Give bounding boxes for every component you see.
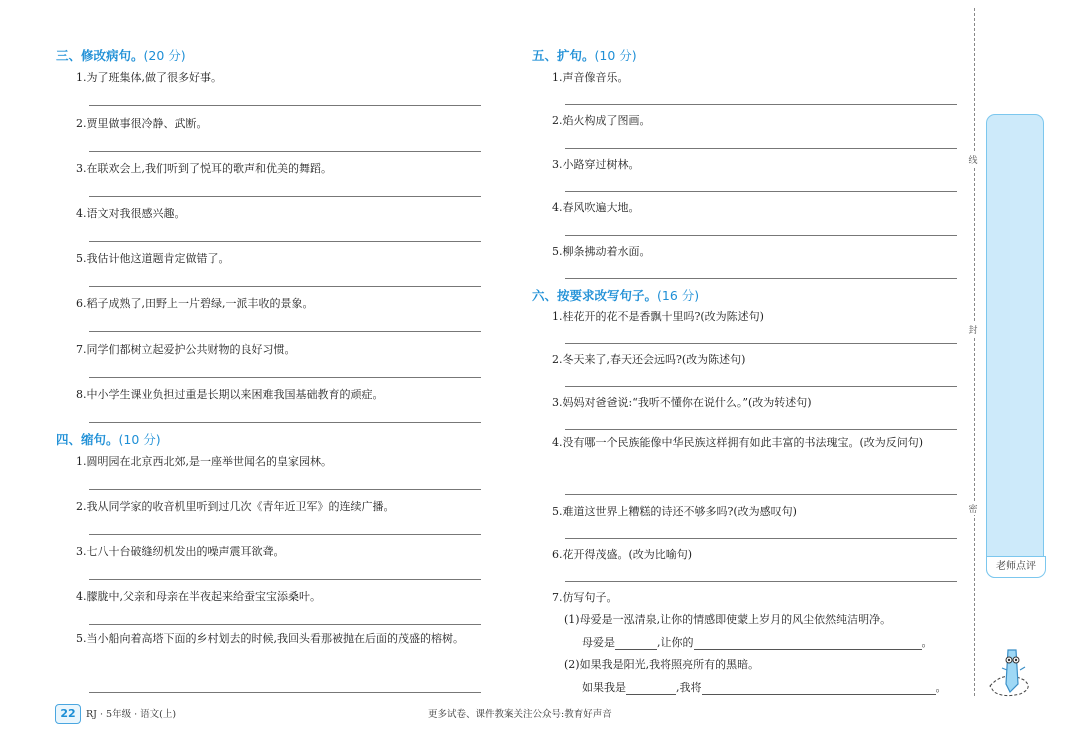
q6-5: 5.难道这世界上糟糕的诗还不够多吗?(改为感叹句) xyxy=(552,505,797,518)
fill-row-1: 母爱是 ,让你的 。 xyxy=(582,636,933,649)
answer-line[interactable] xyxy=(89,286,481,287)
section-5-heading: 五、扩句。(10 分) xyxy=(532,48,637,63)
answer-line[interactable] xyxy=(89,422,481,423)
answer-line[interactable] xyxy=(565,148,957,149)
answer-line[interactable] xyxy=(89,692,481,693)
answer-line[interactable] xyxy=(565,494,957,495)
q3-7: 7.同学们都树立起爱护公共财物的良好习惯。 xyxy=(76,343,296,356)
blank[interactable] xyxy=(694,637,922,650)
book-label: RJ · 5年级 · 语文(上) xyxy=(86,709,177,720)
answer-line[interactable] xyxy=(89,241,481,242)
blank[interactable] xyxy=(702,682,936,695)
blank[interactable] xyxy=(615,637,657,650)
answer-line[interactable] xyxy=(565,538,957,539)
cut-line xyxy=(974,8,975,696)
q6-7: 7.仿写句子。 xyxy=(552,591,618,604)
section-3-heading: 三、修改病句。(20 分) xyxy=(56,48,186,63)
q6-1: 1.桂花开的花不是香飘十里吗?(改为陈述句) xyxy=(552,310,764,323)
answer-line[interactable] xyxy=(565,191,957,192)
teacher-comment-panel[interactable] xyxy=(986,114,1044,578)
q6-3: 3.妈妈对爸爸说:“我听不懂你在说什么。”(改为转述句) xyxy=(552,396,812,409)
answer-line[interactable] xyxy=(565,104,957,105)
q3-2: 2.贾里做事很冷静、武断。 xyxy=(76,117,208,130)
cut-label-feng: 封 xyxy=(966,323,980,336)
q4-4: 4.朦胧中,父亲和母亲在半夜起来给蚕宝宝添桑叶。 xyxy=(76,590,321,603)
answer-line[interactable] xyxy=(89,534,481,535)
footer-note: 更多试卷、课件教案关注公众号:教育好声音 xyxy=(428,709,612,720)
q4-3: 3.七八十台破缝纫机发出的噪声震耳欲聋。 xyxy=(76,545,285,558)
cut-label-xian: 线 xyxy=(966,153,980,166)
answer-line[interactable] xyxy=(89,331,481,332)
q3-5: 5.我估计他这道题肯定做错了。 xyxy=(76,252,230,265)
blank[interactable] xyxy=(626,682,676,695)
section-4-heading: 四、缩句。(10 分) xyxy=(56,432,161,447)
q4-1: 1.圆明园在北京西北郊,是一座举世闻名的皇家园林。 xyxy=(76,455,332,468)
q4-5: 5.当小船向着高塔下面的乡村划去的时候,我回头看那被抛在后面的茂盛的榕树。 xyxy=(76,632,464,645)
q5-2: 2.焰火构成了图画。 xyxy=(552,114,651,127)
q6-7-sub1: (1)母爱是一泓清泉,让你的情感即使蒙上岁月的风尘依然纯洁明净。 xyxy=(564,613,892,626)
answer-line[interactable] xyxy=(565,278,957,279)
q5-3: 3.小路穿过树林。 xyxy=(552,158,640,171)
answer-line[interactable] xyxy=(565,343,957,344)
q6-4: 4.没有哪一个民族能像中华民族这样拥有如此丰富的书法瑰宝。(改为反问句) xyxy=(552,436,924,449)
q3-6: 6.稻子成熟了,田野上一片碧绿,一派丰收的景象。 xyxy=(76,297,314,310)
q6-2: 2.冬天来了,春天还会远吗?(改为陈述句) xyxy=(552,353,746,366)
answer-line[interactable] xyxy=(565,235,957,236)
answer-line[interactable] xyxy=(89,196,481,197)
mascot-icon xyxy=(984,640,1040,700)
section-6-heading: 六、按要求改写句子。(16 分) xyxy=(532,288,700,303)
q6-7-sub2: (2)如果我是阳光,我将照亮所有的黑暗。 xyxy=(564,658,760,671)
answer-line[interactable] xyxy=(89,151,481,152)
q3-3: 3.在联欢会上,我们听到了悦耳的歌声和优美的舞蹈。 xyxy=(76,162,332,175)
q4-2: 2.我从同学家的收音机里听到过几次《青年近卫军》的连续广播。 xyxy=(76,500,395,513)
q3-4: 4.语文对我很感兴趣。 xyxy=(76,207,186,220)
q5-5: 5.柳条拂动着水面。 xyxy=(552,245,651,258)
answer-line[interactable] xyxy=(565,386,957,387)
answer-line[interactable] xyxy=(89,624,481,625)
answer-line[interactable] xyxy=(89,377,481,378)
teacher-comment-label: 老师点评 xyxy=(986,556,1046,578)
answer-line[interactable] xyxy=(89,105,481,106)
answer-line[interactable] xyxy=(565,429,957,430)
answer-line[interactable] xyxy=(89,579,481,580)
q6-6: 6.花开得茂盛。(改为比喻句) xyxy=(552,548,693,561)
cut-label-mi: 密 xyxy=(966,502,980,515)
q3-8: 8.中小学生课业负担过重是长期以来困难我国基础教育的顽症。 xyxy=(76,388,384,401)
q5-4: 4.春风吹遍大地。 xyxy=(552,201,640,214)
answer-line[interactable] xyxy=(89,489,481,490)
answer-line[interactable] xyxy=(565,581,957,582)
q3-1: 1.为了班集体,做了很多好事。 xyxy=(76,71,222,84)
fill-row-2: 如果我是 ,我将 。 xyxy=(582,681,947,694)
q5-1: 1.声音像音乐。 xyxy=(552,71,629,84)
page-number: 22 xyxy=(55,704,81,724)
